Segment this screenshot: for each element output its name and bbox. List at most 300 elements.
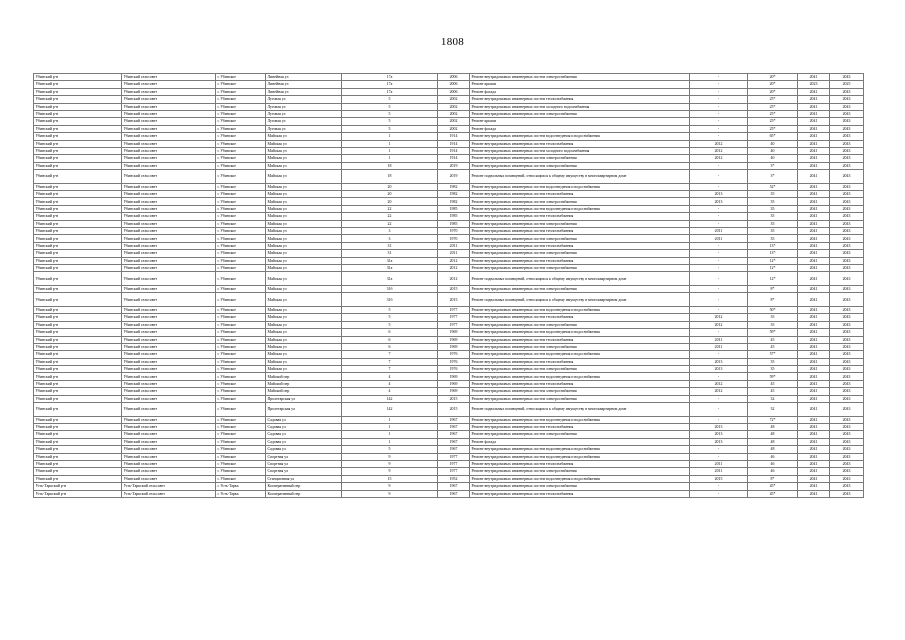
- municipality-cell: Убинский сельсовет: [122, 205, 216, 212]
- house-number-cell: 1: [342, 133, 438, 140]
- work-type-cell: Ремонт внутридомовых инженерных систем водоотведения и водоснабжения: [470, 183, 690, 190]
- settlement-cell: с Убинское: [216, 403, 266, 417]
- municipality-cell: Убинский сельсовет: [122, 140, 216, 147]
- plan-end-year-cell: 2043: [830, 162, 864, 169]
- municipality-cell: Убинский сельсовет: [122, 155, 216, 162]
- last-repair-year-cell: -: [690, 250, 748, 257]
- municipality-cell: Убинский сельсовет: [122, 125, 216, 132]
- plan-end-year-cell: 2043: [830, 431, 864, 438]
- build-year-cell: 2011: [438, 250, 470, 257]
- street-cell: Луговая ул: [266, 96, 342, 103]
- table-row: [34, 103, 864, 110]
- house-number-cell: 5: [342, 103, 438, 110]
- street-cell: Майская ул: [266, 272, 342, 286]
- plan-start-year-cell: 2041: [798, 191, 830, 198]
- plan-end-year-cell: 2043: [830, 336, 864, 343]
- district-cell: Убинский р-н: [34, 103, 122, 110]
- build-year-cell: 2002: [438, 103, 470, 110]
- plan-end-year-cell: 2043: [830, 416, 864, 423]
- settlement-cell: с Убинское: [216, 460, 266, 467]
- build-year-cell: 2019: [438, 170, 470, 184]
- work-type-cell: Ремонт внутридомовых инженерных систем электроснабжения: [470, 431, 690, 438]
- work-type-cell: Ремонт подвальных помещений, относящихся к общему имуществу в многоквартирном доме: [470, 403, 690, 417]
- municipality-cell: Убинский сельсовет: [122, 147, 216, 154]
- street-cell: Садовая ул: [266, 416, 342, 423]
- table-row: [34, 446, 864, 453]
- house-number-cell: 1: [342, 147, 438, 154]
- settlement-cell: с Убинское: [216, 336, 266, 343]
- street-cell: Майская ул: [266, 285, 342, 292]
- plan-end-year-cell: 2043: [830, 388, 864, 395]
- work-type-cell: Ремонт внутридомовых инженерных систем водоотведения и водоснабжения: [470, 446, 690, 453]
- build-year-cell: 2002: [438, 125, 470, 132]
- work-type-cell: Ремонт внутридомовых инженерных систем теплоснабжения: [470, 358, 690, 365]
- house-number-cell: 6: [342, 343, 438, 350]
- municipality-cell: Убинский сельсовет: [122, 351, 216, 358]
- district-cell: Убинский р-н: [34, 264, 122, 271]
- table-row: [34, 329, 864, 336]
- street-cell: Майская ул: [266, 242, 342, 249]
- last-repair-year-cell: -: [690, 490, 748, 497]
- district-cell: Убинский р-н: [34, 235, 122, 242]
- work-type-cell: Ремонт фасада: [470, 88, 690, 95]
- settlement-cell: с Убинское: [216, 74, 266, 81]
- municipality-cell: Убинский сельсовет: [122, 228, 216, 235]
- district-cell: Убинский р-н: [34, 395, 122, 402]
- settlement-cell: с Убинское: [216, 358, 266, 365]
- wear-percent-cell: 35: [748, 321, 798, 328]
- district-cell: Убинский р-н: [34, 453, 122, 460]
- work-type-cell: Ремонт внутридомовых инженерных систем теплоснабжения: [470, 96, 690, 103]
- last-repair-year-cell: -: [690, 242, 748, 249]
- plan-end-year-cell: 2043: [830, 380, 864, 387]
- district-cell: Убинский р-н: [34, 183, 122, 190]
- build-year-cell: 1982: [438, 198, 470, 205]
- last-repair-year-cell: 2012: [690, 321, 748, 328]
- street-cell: Садовая ул: [266, 424, 342, 431]
- wear-percent-cell: 20*: [748, 81, 798, 88]
- work-type-cell: Ремонт подвальных помещений, относящихся к общему имуществу в многоквартирном доме: [470, 293, 690, 307]
- street-cell: Луговая ул: [266, 125, 342, 132]
- district-cell: Убинский р-н: [34, 155, 122, 162]
- table-row: [34, 198, 864, 205]
- build-year-cell: 1976: [438, 351, 470, 358]
- wear-percent-cell: 45: [748, 343, 798, 350]
- table-row: [34, 460, 864, 467]
- municipality-cell: Убинский сельсовет: [122, 220, 216, 227]
- settlement-cell: с Убинское: [216, 198, 266, 205]
- work-type-cell: Ремонт внутридомовых инженерных систем теплоснабжения: [470, 228, 690, 235]
- build-year-cell: 1985: [438, 213, 470, 220]
- district-cell: Убинский р-н: [34, 336, 122, 343]
- build-year-cell: 1977: [438, 321, 470, 328]
- settlement-cell: с Убинское: [216, 96, 266, 103]
- last-repair-year-cell: -: [690, 133, 748, 140]
- plan-end-year-cell: 2043: [830, 74, 864, 81]
- plan-start-year-cell: 2041: [798, 293, 830, 307]
- last-repair-year-cell: -: [690, 351, 748, 358]
- table-row: [34, 205, 864, 212]
- plan-start-year-cell: 2041: [798, 483, 830, 490]
- build-year-cell: 1969: [438, 380, 470, 387]
- build-year-cell: 2006: [438, 74, 470, 81]
- district-cell: Убинский р-н: [34, 198, 122, 205]
- house-number-cell: 4: [342, 388, 438, 395]
- table-row: [34, 351, 864, 358]
- settlement-cell: с Убинское: [216, 475, 266, 482]
- plan-start-year-cell: 2041: [798, 133, 830, 140]
- municipality-cell: Убинский сельсовет: [122, 460, 216, 467]
- table-row: [34, 133, 864, 140]
- last-repair-year-cell: -: [690, 125, 748, 132]
- wear-percent-cell: 46: [748, 460, 798, 467]
- work-type-cell: Ремонт внутридомовых инженерных систем теплоснабжения: [470, 336, 690, 343]
- build-year-cell: 1977: [438, 453, 470, 460]
- work-type-cell: Ремонт внутридомовых инженерных систем теплоснабжения: [470, 140, 690, 147]
- build-year-cell: 1969: [438, 343, 470, 350]
- wear-percent-cell: 12*: [748, 264, 798, 271]
- street-cell: Майская ул: [266, 205, 342, 212]
- table-row: [34, 191, 864, 198]
- municipality-cell: Убинский сельсовет: [122, 373, 216, 380]
- settlement-cell: с Убинское: [216, 388, 266, 395]
- house-number-cell: 5: [342, 321, 438, 328]
- district-cell: Убинский р-н: [34, 170, 122, 184]
- last-repair-year-cell: -: [690, 183, 748, 190]
- wear-percent-cell: 35: [748, 366, 798, 373]
- plan-start-year-cell: 2041: [798, 468, 830, 475]
- district-cell: Убинский р-н: [34, 468, 122, 475]
- build-year-cell: 1977: [438, 314, 470, 321]
- street-cell: Станционная ул: [266, 475, 342, 482]
- plan-start-year-cell: 2041: [798, 198, 830, 205]
- settlement-cell: с Убинское: [216, 250, 266, 257]
- street-cell: Майская ул: [266, 329, 342, 336]
- plan-end-year-cell: 2043: [830, 403, 864, 417]
- wear-percent-cell: 35: [748, 191, 798, 198]
- wear-percent-cell: 40: [748, 155, 798, 162]
- plan-start-year-cell: 2041: [798, 162, 830, 169]
- plan-start-year-cell: 2041: [798, 220, 830, 227]
- last-repair-year-cell: -: [690, 403, 748, 417]
- work-type-cell: Ремонт внутридомовых инженерных систем электроснабжения: [470, 321, 690, 328]
- plan-start-year-cell: 2041: [798, 228, 830, 235]
- work-type-cell: Ремонт фасада: [470, 125, 690, 132]
- build-year-cell: 1967: [438, 483, 470, 490]
- wear-percent-cell: 25*: [748, 110, 798, 117]
- build-year-cell: 1967: [438, 416, 470, 423]
- house-number-cell: 22: [342, 220, 438, 227]
- house-number-cell: 1: [342, 431, 438, 438]
- municipality-cell: Убинский сельсовет: [122, 250, 216, 257]
- table-row: [34, 403, 864, 417]
- table-row: [34, 155, 864, 162]
- table-row: [34, 125, 864, 132]
- settlement-cell: с Убинское: [216, 366, 266, 373]
- work-type-cell: Ремонт внутридомовых инженерных систем электроснабжения: [470, 220, 690, 227]
- work-type-cell: Ремонт внутридомовых инженерных систем теплоснабжения: [470, 257, 690, 264]
- house-number-cell: 31а: [342, 257, 438, 264]
- house-number-cell: 6: [342, 329, 438, 336]
- wear-percent-cell: 25*: [748, 96, 798, 103]
- table-row: [34, 140, 864, 147]
- last-repair-year-cell: -: [690, 205, 748, 212]
- house-number-cell: 4: [342, 380, 438, 387]
- street-cell: Луговая ул: [266, 110, 342, 117]
- house-number-cell: 5: [342, 306, 438, 313]
- district-cell: Убинский р-н: [34, 424, 122, 431]
- last-repair-year-cell: 2011: [690, 343, 748, 350]
- plan-end-year-cell: 2043: [830, 242, 864, 249]
- house-number-cell: 20: [342, 198, 438, 205]
- district-cell: Убинский р-н: [34, 438, 122, 445]
- house-number-cell: 1: [342, 155, 438, 162]
- street-cell: Майская ул: [266, 147, 342, 154]
- wear-percent-cell: 35: [748, 205, 798, 212]
- municipality-cell: Убинский сельсовет: [122, 416, 216, 423]
- build-year-cell: 1914: [438, 140, 470, 147]
- municipality-cell: Убинский сельсовет: [122, 285, 216, 292]
- plan-start-year-cell: 2041: [798, 438, 830, 445]
- settlement-cell: с Убинское: [216, 321, 266, 328]
- plan-end-year-cell: 2043: [830, 343, 864, 350]
- wear-percent-cell: 3*: [748, 162, 798, 169]
- settlement-cell: с Убинское: [216, 416, 266, 423]
- street-cell: Майская ул: [266, 336, 342, 343]
- district-cell: Убинский р-н: [34, 388, 122, 395]
- plan-start-year-cell: 2041: [798, 155, 830, 162]
- work-type-cell: Ремонт внутридомовых инженерных систем электроснабжения: [470, 285, 690, 292]
- wear-percent-cell: 40: [748, 140, 798, 147]
- table-row: [34, 483, 864, 490]
- settlement-cell: с Убинское: [216, 293, 266, 307]
- build-year-cell: 1967: [438, 424, 470, 431]
- plan-start-year-cell: 2041: [798, 380, 830, 387]
- municipality-cell: Убинский сельсовет: [122, 388, 216, 395]
- table-row: [34, 453, 864, 460]
- last-repair-year-cell: -: [690, 81, 748, 88]
- work-type-cell: Ремонт внутридомовых инженерных систем водоотведения и водоснабжения: [470, 416, 690, 423]
- table-row: [34, 147, 864, 154]
- table-row: [34, 228, 864, 235]
- municipality-cell: Убинский сельсовет: [122, 453, 216, 460]
- district-cell: Убинский р-н: [34, 416, 122, 423]
- plan-start-year-cell: 2041: [798, 140, 830, 147]
- plan-start-year-cell: 2041: [798, 314, 830, 321]
- municipality-cell: Убинский сельсовет: [122, 293, 216, 307]
- municipality-cell: Убинский сельсовет: [122, 403, 216, 417]
- street-cell: Майская ул: [266, 198, 342, 205]
- last-repair-year-cell: -: [690, 257, 748, 264]
- table-row: [34, 395, 864, 402]
- work-type-cell: Ремонт внутридомовых инженерных систем электроснабжения: [470, 395, 690, 402]
- house-number-cell: 7: [342, 358, 438, 365]
- district-cell: Убинский р-н: [34, 242, 122, 249]
- table-row: [34, 220, 864, 227]
- settlement-cell: с Убинское: [216, 183, 266, 190]
- house-number-cell: 9: [342, 460, 438, 467]
- wear-percent-cell: 20*: [748, 88, 798, 95]
- street-cell: Садовая ул: [266, 446, 342, 453]
- plan-end-year-cell: 2043: [830, 155, 864, 162]
- build-year-cell: 1967: [438, 438, 470, 445]
- work-type-cell: Ремонт внутридомовых инженерных систем водоотведения и водоснабжения: [470, 453, 690, 460]
- settlement-cell: с Убинское: [216, 170, 266, 184]
- build-year-cell: 1970: [438, 235, 470, 242]
- municipality-cell: Убинский сельсовет: [122, 272, 216, 286]
- last-repair-year-cell: 2011: [690, 460, 748, 467]
- work-type-cell: Ремонт внутридомовых инженерных систем электроснабжения: [470, 343, 690, 350]
- house-number-cell: 5: [342, 110, 438, 117]
- work-type-cell: Ремонт внутридомовых инженерных систем теплоснабжения: [470, 314, 690, 321]
- street-cell: Линейная ул: [266, 81, 342, 88]
- work-type-cell: Ремонт внутридомовых инженерных систем водоотведения и водоснабжения: [470, 475, 690, 482]
- table-row: [34, 380, 864, 387]
- house-number-cell: 9: [342, 483, 438, 490]
- table-row: [34, 293, 864, 307]
- work-type-cell: Ремонт внутридомовых инженерных систем электроснабжения: [470, 162, 690, 169]
- street-cell: Майский пер: [266, 380, 342, 387]
- work-type-cell: Ремонт внутридомовых инженерных систем водоотведения и водоснабжения: [470, 205, 690, 212]
- table-row: [34, 213, 864, 220]
- municipality-cell: Убинский сельсовет: [122, 235, 216, 242]
- last-repair-year-cell: -: [690, 264, 748, 271]
- table-row: [34, 242, 864, 249]
- plan-start-year-cell: 2041: [798, 250, 830, 257]
- last-repair-year-cell: -: [690, 483, 748, 490]
- settlement-cell: с Убинское: [216, 147, 266, 154]
- build-year-cell: 1976: [438, 358, 470, 365]
- last-repair-year-cell: 2013: [690, 358, 748, 365]
- plan-end-year-cell: 2043: [830, 118, 864, 125]
- plan-end-year-cell: 2043: [830, 88, 864, 95]
- house-number-cell: 142: [342, 403, 438, 417]
- plan-end-year-cell: 2043: [830, 133, 864, 140]
- table-row: [34, 235, 864, 242]
- plan-start-year-cell: 2041: [798, 343, 830, 350]
- street-cell: Майская ул: [266, 358, 342, 365]
- plan-end-year-cell: 2043: [830, 213, 864, 220]
- build-year-cell: 1970: [438, 228, 470, 235]
- district-cell: Убинский р-н: [34, 358, 122, 365]
- district-cell: Убинский р-н: [34, 343, 122, 350]
- district-cell: Убинский р-н: [34, 446, 122, 453]
- wear-percent-cell: 3*: [748, 170, 798, 184]
- plan-start-year-cell: 2041: [798, 285, 830, 292]
- district-cell: Убинский р-н: [34, 314, 122, 321]
- last-repair-year-cell: -: [690, 88, 748, 95]
- last-repair-year-cell: 2013: [690, 424, 748, 431]
- municipality-cell: Убинский сельсовет: [122, 329, 216, 336]
- street-cell: Луговая ул: [266, 103, 342, 110]
- plan-end-year-cell: 2043: [830, 103, 864, 110]
- last-repair-year-cell: -: [690, 74, 748, 81]
- last-repair-year-cell: -: [690, 293, 748, 307]
- plan-end-year-cell: 2043: [830, 446, 864, 453]
- district-cell: Убинский р-н: [34, 373, 122, 380]
- house-number-cell: 1: [342, 140, 438, 147]
- last-repair-year-cell: -: [690, 103, 748, 110]
- plan-start-year-cell: 2041: [798, 183, 830, 190]
- street-cell: Майская ул: [266, 366, 342, 373]
- municipality-cell: Усть-Таркский сельсовет: [122, 483, 216, 490]
- last-repair-year-cell: 2015: [690, 475, 748, 482]
- house-number-cell: 22: [342, 213, 438, 220]
- work-type-cell: Ремонт внутридомовых инженерных систем теплоснабжения: [470, 424, 690, 431]
- house-number-cell: 17а: [342, 74, 438, 81]
- street-cell: Майская ул: [266, 250, 342, 257]
- work-type-cell: Ремонт внутридомовых инженерных систем электроснабжения: [470, 74, 690, 81]
- settlement-cell: с Убинское: [216, 438, 266, 445]
- street-cell: Майская ул: [266, 314, 342, 321]
- settlement-cell: с Убинское: [216, 220, 266, 227]
- house-number-cell: 4: [342, 373, 438, 380]
- house-number-cell: 1: [342, 416, 438, 423]
- work-type-cell: Ремонт подвальных помещений, относящихся к общему имуществу в многоквартирном доме: [470, 272, 690, 286]
- plan-start-year-cell: 2041: [798, 96, 830, 103]
- build-year-cell: 2006: [438, 88, 470, 95]
- plan-start-year-cell: 2041: [798, 103, 830, 110]
- last-repair-year-cell: 2012: [690, 140, 748, 147]
- plan-end-year-cell: 2043: [830, 306, 864, 313]
- plan-start-year-cell: 2041: [798, 74, 830, 81]
- municipality-cell: Убинский сельсовет: [122, 314, 216, 321]
- settlement-cell: с Убинское: [216, 118, 266, 125]
- plan-end-year-cell: 2043: [830, 314, 864, 321]
- settlement-cell: с Убинское: [216, 446, 266, 453]
- wear-percent-cell: 48: [748, 424, 798, 431]
- street-cell: Садовая ул: [266, 431, 342, 438]
- build-year-cell: 1969: [438, 329, 470, 336]
- street-cell: Майская ул: [266, 228, 342, 235]
- district-cell: Убинский р-н: [34, 110, 122, 117]
- plan-end-year-cell: 2043: [830, 351, 864, 358]
- wear-percent-cell: 59*: [748, 373, 798, 380]
- house-number-cell: 31: [342, 242, 438, 249]
- municipality-cell: Убинский сельсовет: [122, 198, 216, 205]
- street-cell: Майская ул: [266, 264, 342, 271]
- work-type-cell: Ремонт подвальных помещений, относящихся к общему имуществу в многоквартирном доме: [470, 170, 690, 184]
- municipality-cell: Убинский сельсовет: [122, 183, 216, 190]
- street-cell: Майская ул: [266, 170, 342, 184]
- work-type-cell: Ремонт внутридомовых инженерных систем электроснабжения: [470, 198, 690, 205]
- municipality-cell: Убинский сельсовет: [122, 133, 216, 140]
- house-number-cell: 22: [342, 205, 438, 212]
- house-number-cell: 17а: [342, 81, 438, 88]
- work-type-cell: Ремонт внутридомовых инженерных систем водоотведения и водоснабжения: [470, 133, 690, 140]
- wear-percent-cell: 32: [748, 395, 798, 402]
- house-number-cell: 18: [342, 170, 438, 184]
- last-repair-year-cell: -: [690, 96, 748, 103]
- plan-end-year-cell: 2043: [830, 205, 864, 212]
- house-number-cell: 9: [342, 468, 438, 475]
- plan-start-year-cell: 2041: [798, 147, 830, 154]
- street-cell: Майская ул: [266, 162, 342, 169]
- house-number-cell: 20: [342, 183, 438, 190]
- work-type-cell: Ремонт внутридомовых инженерных систем водоотведения и водоснабжения: [470, 306, 690, 313]
- settlement-cell: с Убинское: [216, 272, 266, 286]
- house-number-cell: 31а: [342, 264, 438, 271]
- settlement-cell: с Убинское: [216, 285, 266, 292]
- plan-end-year-cell: 2043: [830, 483, 864, 490]
- settlement-cell: с Убинское: [216, 264, 266, 271]
- table-row: [34, 336, 864, 343]
- work-type-cell: Ремонт крыши: [470, 81, 690, 88]
- wear-percent-cell: 46: [748, 453, 798, 460]
- settlement-cell: с Убинское: [216, 373, 266, 380]
- plan-end-year-cell: 2043: [830, 329, 864, 336]
- last-repair-year-cell: -: [690, 110, 748, 117]
